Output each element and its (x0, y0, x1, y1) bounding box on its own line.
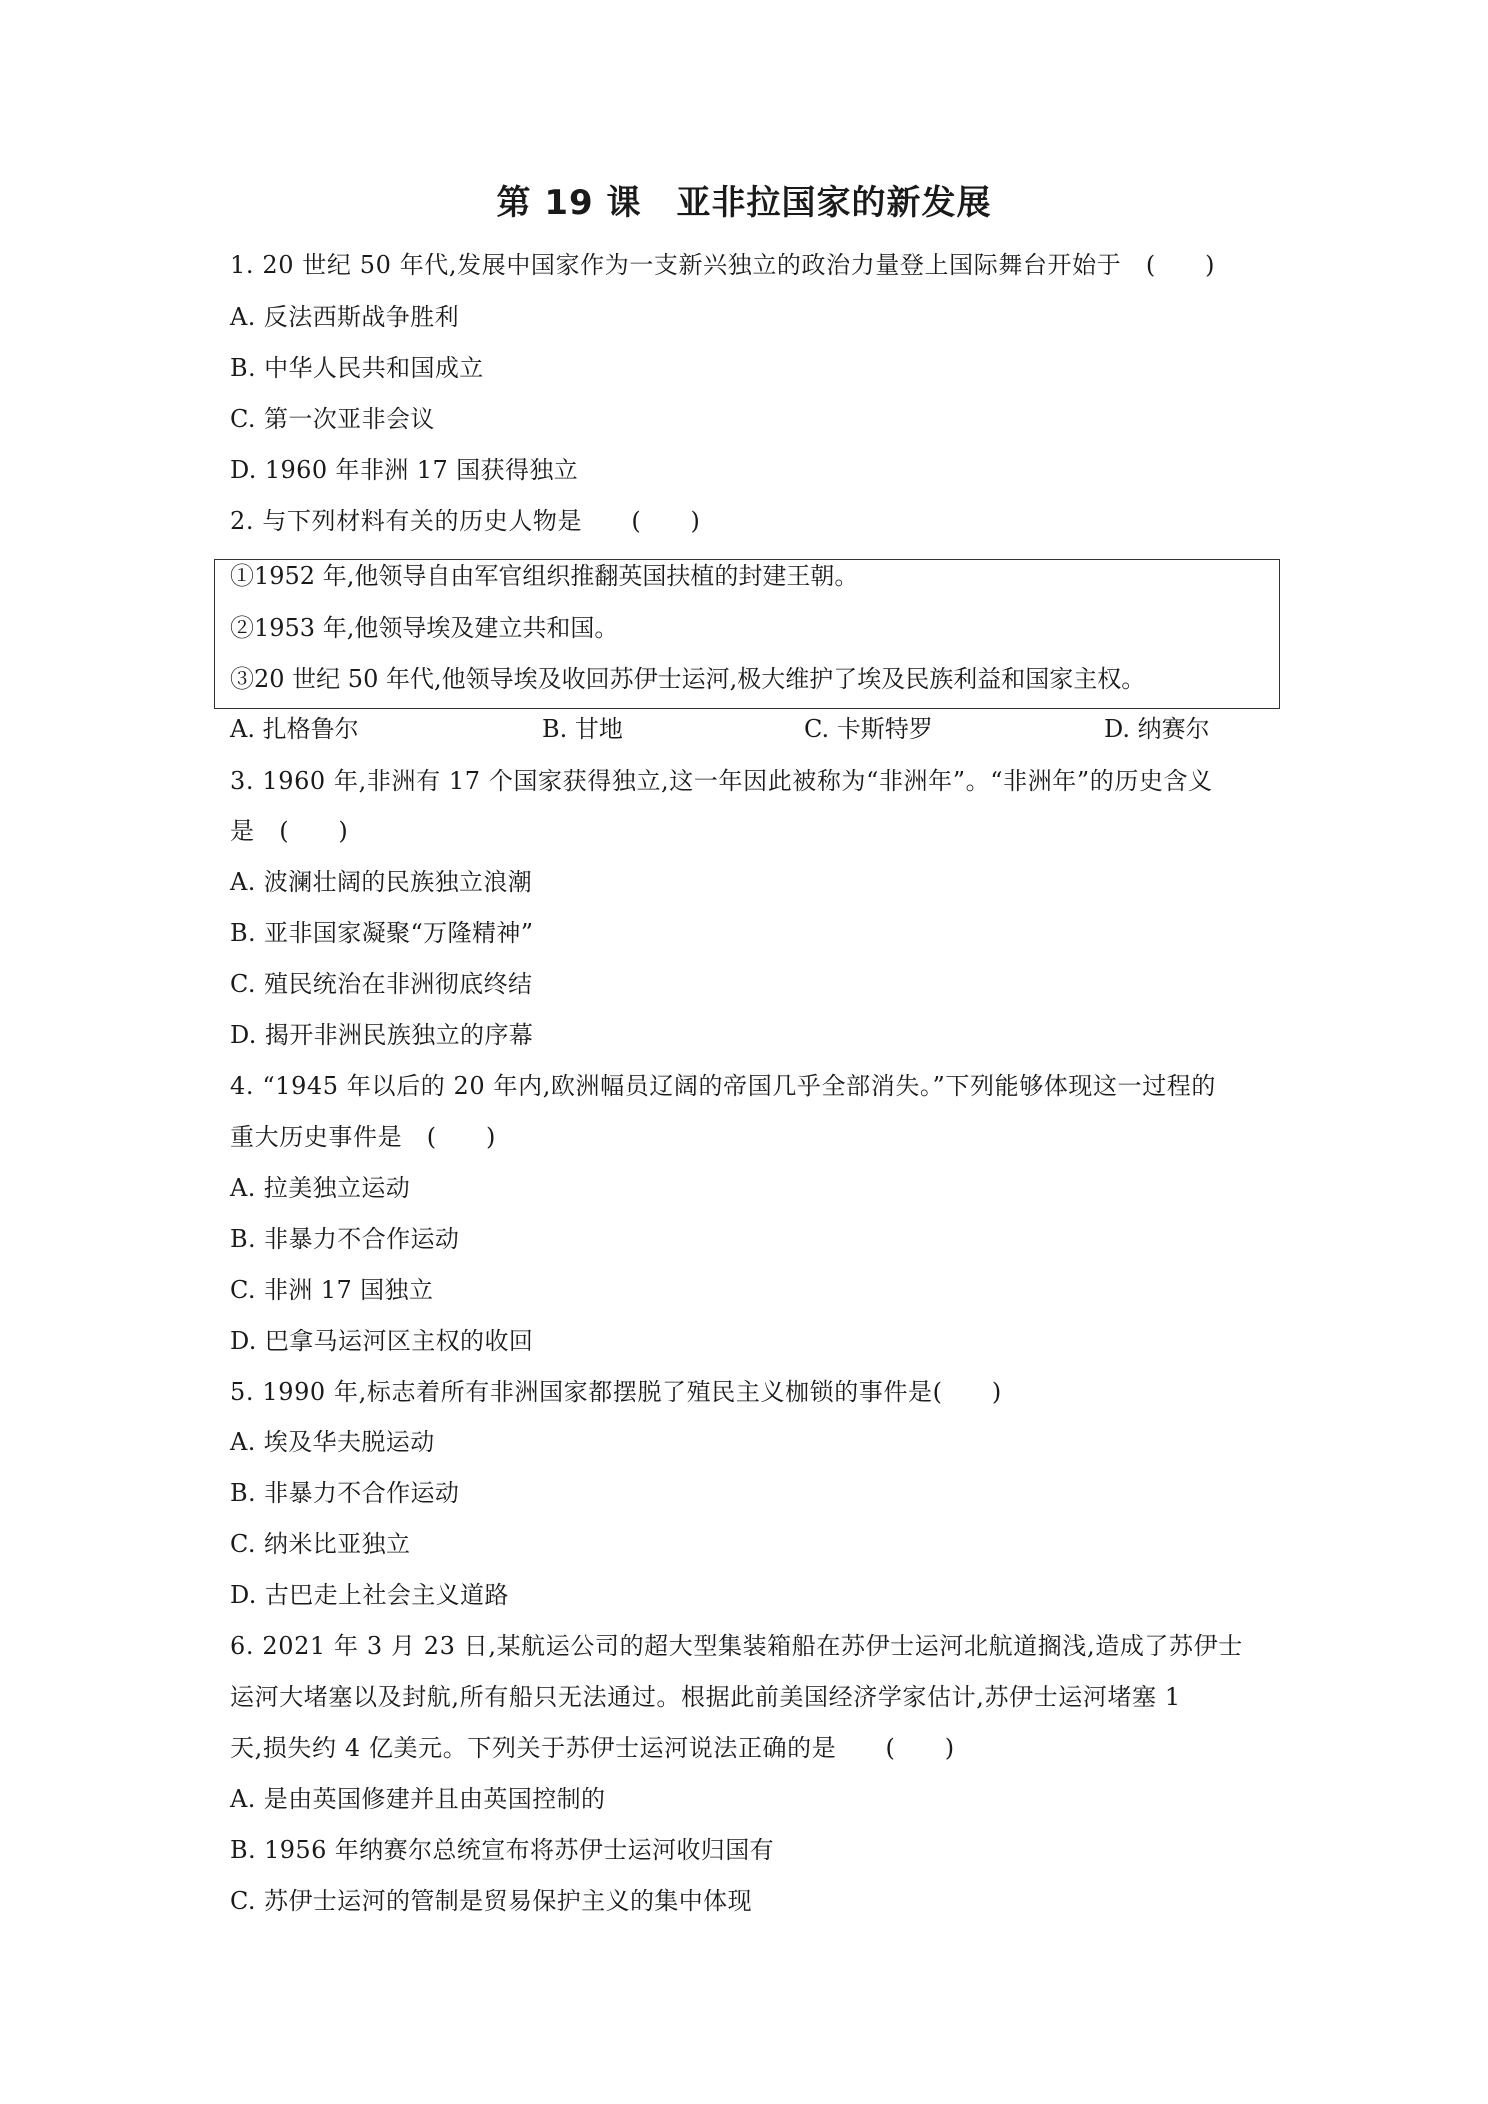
material-line-3: ③20 世纪 50 年代,他领导埃及收回苏伊士运河,极大维护了埃及民族利益和国家主权。 (230, 665, 1146, 693)
question-4-stem-line-2: 重大历史事件是 ( ) (230, 1123, 496, 1151)
question-6-option-a: A. 是由英国修建并且由英国控制的 (230, 1785, 606, 1813)
question-5-option-a: A. 埃及华夫脱运动 (230, 1428, 435, 1456)
question-1-option-d: D. 1960 年非洲 17 国获得独立 (230, 456, 579, 484)
question-6-option-b: B. 1956 年纳赛尔总统宣布将苏伊士运河收归国有 (230, 1836, 774, 1864)
question-4-stem-line-1: 4. “1945 年以后的 20 年内,欧洲幅员辽阔的帝国几乎全部消失。”下列能够体现这一过程的 (230, 1072, 1216, 1100)
question-2-option-c: C. 卡斯特罗 (804, 715, 933, 743)
question-3-option-d: D. 揭开非洲民族独立的序幕 (230, 1021, 534, 1049)
question-4-option-d: D. 巴拿马运河区主权的收回 (230, 1327, 534, 1355)
question-3-stem-line-2: 是 ( ) (230, 817, 349, 845)
question-1-option-a: A. 反法西斯战争胜利 (230, 303, 459, 331)
question-4-option-b: B. 非暴力不合作运动 (230, 1225, 460, 1253)
page-title: 第 19 课 亚非拉国家的新发展 (496, 183, 992, 223)
question-4-option-a: A. 拉美独立运动 (230, 1174, 411, 1202)
question-5-option-b: B. 非暴力不合作运动 (230, 1479, 460, 1507)
question-2-option-b: B. 甘地 (542, 715, 623, 743)
question-5-stem: 5. 1990 年,标志着所有非洲国家都摆脱了殖民主义枷锁的事件是( ) (230, 1378, 1002, 1406)
question-2-options (230, 712, 1260, 746)
question-1-option-b: B. 中华人民共和国成立 (230, 354, 484, 382)
question-6-stem-line-1: 6. 2021 年 3 月 23 日,某航运公司的超大型集装箱船在苏伊士运河北航道搁浅,造成了苏伊士 (230, 1632, 1243, 1660)
question-6-stem-line-2: 运河大堵塞以及封航,所有船只无法通过。根据此前美国经济学家估计,苏伊士运河堵塞 1 (230, 1683, 1181, 1711)
question-2-option-d: D. 纳赛尔 (1104, 715, 1210, 743)
question-3-option-c: C. 殖民统治在非洲彻底终结 (230, 970, 533, 998)
question-5-option-c: C. 纳米比亚独立 (230, 1530, 411, 1558)
material-line-1: ①1952 年,他领导自由军官组织推翻英国扶植的封建王朝。 (230, 562, 859, 590)
question-1-option-c: C. 第一次亚非会议 (230, 405, 435, 433)
question-4-option-c: C. 非洲 17 国独立 (230, 1276, 434, 1304)
question-6-option-c: C. 苏伊士运河的管制是贸易保护主义的集中体现 (230, 1887, 752, 1915)
question-5-option-d: D. 古巴走上社会主义道路 (230, 1581, 509, 1609)
question-2-stem: 2. 与下列材料有关的历史人物是 ( ) (230, 507, 701, 535)
question-3-stem-line-1: 3. 1960 年,非洲有 17 个国家获得独立,这一年因此被称为“非洲年”。“非洲年”的历史含义 (230, 767, 1213, 795)
question-3-option-b: B. 亚非国家凝聚“万隆精神” (230, 919, 534, 947)
question-3-option-a: A. 波澜壮阔的民族独立浪潮 (230, 868, 533, 896)
question-2-option-a: A. 扎格鲁尔 (230, 715, 359, 743)
question-1-stem: 1. 20 世纪 50 年代,发展中国家作为一支新兴独立的政治力量登上国际舞台开始于 ( ) (230, 251, 1216, 279)
material-line-2: ②1953 年,他领导埃及建立共和国。 (230, 614, 619, 642)
question-6-stem-line-3: 天,损失约 4 亿美元。下列关于苏伊士运河说法正确的是 ( ) (230, 1734, 955, 1762)
